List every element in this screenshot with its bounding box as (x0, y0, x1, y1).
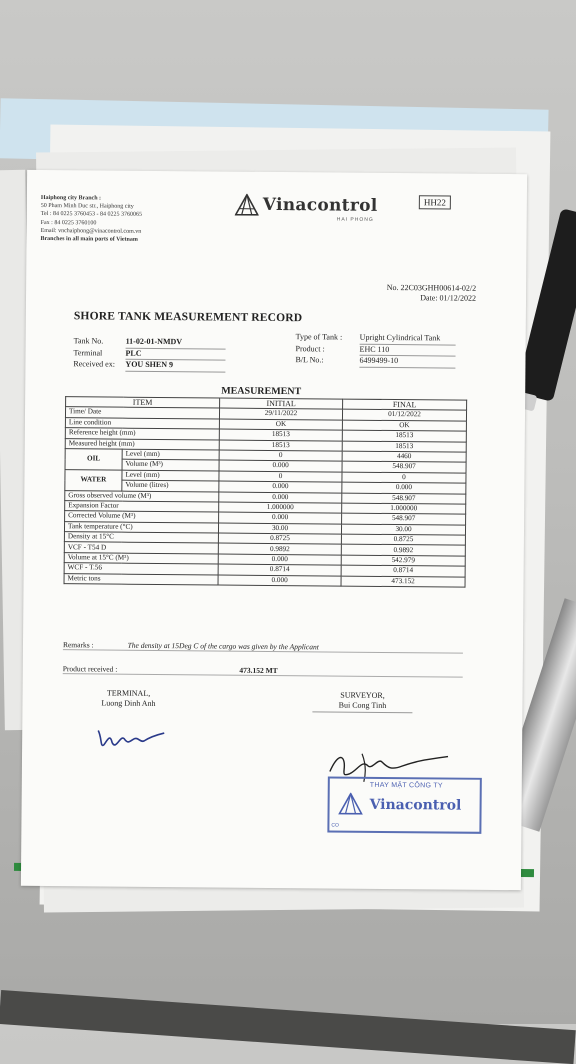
remarks-label: Remarks : (63, 640, 94, 649)
final-value: 0.000 (342, 482, 466, 493)
branch-line: 50 Pham Minh Duc str., Haiphong city (41, 202, 211, 212)
logo-text: Vinacontrol (263, 195, 378, 216)
measurement-record-document (21, 170, 527, 890)
row-label: Volume at 15°C (M³) (64, 553, 218, 565)
final-value: 18513 (342, 430, 466, 441)
initial-value: 0.8725 (218, 533, 341, 544)
document-title: SHORE TANK MEASUREMENT RECORD (74, 310, 303, 324)
row-label: Volume (litres) (122, 480, 219, 491)
info-label: Received ex: (73, 359, 125, 371)
branch-line: Email: vnchaiphong@vinacontrol.com.vn (41, 227, 211, 237)
info-row (73, 359, 225, 372)
desk-edge (0, 990, 576, 1064)
product-received-label: Product received : (63, 664, 118, 673)
final-value: 0.8714 (341, 565, 465, 576)
stamp-line-1: THAY MẶT CÔNG TY (370, 782, 443, 790)
info-value: 11-02-01-NMDV (126, 337, 226, 349)
initial-value: 1.000000 (219, 502, 342, 513)
row-label: Level (mm) (122, 470, 219, 481)
surveyor-name: Bui Cong Tinh (312, 700, 412, 713)
final-value: 548.907 (342, 461, 466, 472)
final-value: 4460 (342, 451, 466, 462)
row-label: VCF - T54 D (64, 542, 218, 554)
terminal-signature (94, 720, 174, 755)
initial-value: 18513 (219, 440, 342, 451)
branch-line: Haiphong city Branch : (41, 194, 211, 204)
compass-logo-icon (235, 194, 259, 216)
info-value: EHC 110 (360, 344, 456, 356)
document-number-block (387, 283, 477, 304)
initial-value: 30.00 (218, 523, 341, 534)
initial-value: OK (219, 419, 342, 430)
initial-value: 0.000 (219, 481, 342, 492)
column-header-item: ITEM (66, 397, 220, 409)
row-label: Volume (M³) (122, 460, 219, 471)
terminal-signature-block (78, 688, 178, 709)
column-header-final: FINAL (343, 399, 467, 410)
final-value: 0.8725 (341, 534, 465, 545)
info-right (295, 332, 455, 368)
row-label: Measured height (mm) (65, 438, 219, 450)
terminal-name: Luong Dinh Anh (78, 698, 178, 709)
final-value: 18513 (342, 441, 466, 452)
row-label: Gross observed volume (M³) (65, 490, 219, 502)
initial-value: 29/11/2022 (219, 408, 342, 419)
final-value: 548.907 (342, 513, 466, 524)
initial-value: 18513 (219, 429, 342, 440)
info-label: Tank No. (74, 336, 126, 348)
branch-address (40, 194, 210, 245)
info-label: Product : (296, 344, 360, 356)
info-value: 6499499-10 (359, 356, 455, 368)
stamp-compass-icon (338, 793, 364, 815)
final-value: 473.152 (341, 576, 465, 587)
final-value: 1.000000 (342, 503, 466, 514)
vinacontrol-logo (235, 194, 378, 217)
row-label: Tank temperature (°C) (64, 521, 218, 533)
row-label: Time/ Date (65, 407, 219, 419)
form-code-box: HH22 (419, 195, 451, 209)
initial-value: 0.9892 (218, 543, 341, 554)
remarks-text: The density at 15Deg C of the cargo was given by the Applicant (128, 641, 319, 652)
initial-value: 0.000 (218, 575, 341, 586)
oil-group-label: OIL (65, 449, 122, 470)
row-label: Level (mm) (122, 449, 219, 460)
logo-subtext: HAI PHONG (337, 217, 374, 223)
final-value: 0 (342, 472, 466, 483)
stamp-line-2: Vinacontrol (370, 797, 462, 814)
final-value: 01/12/2022 (343, 409, 467, 420)
measurement-table (64, 396, 468, 588)
document-date: Date: 01/12/2022 (387, 293, 476, 304)
final-value: 0.9892 (341, 545, 465, 556)
row-label: Metric tons (64, 573, 218, 585)
document-number: No. 22C03GHH00614-02/2 (387, 283, 476, 294)
initial-value: 0.000 (218, 554, 341, 565)
info-value: Upright Cylindrical Tank (360, 333, 456, 345)
info-label: Terminal (73, 348, 125, 360)
initial-value: 0 (219, 450, 342, 461)
branch-line: Branches in all main ports of Vietnam (40, 235, 210, 245)
row-label: Expansion Factor (65, 501, 219, 513)
final-value: 548.907 (342, 493, 466, 504)
water-group-label: WATER (65, 469, 122, 490)
row-label: Line condition (65, 417, 219, 429)
surveyor-label: SURVEYOR, (313, 690, 413, 701)
final-value: OK (342, 420, 466, 431)
final-value: 30.00 (342, 524, 466, 535)
branch-line: Tel : 84 0225 3760453 - 84 0225 3760065 (41, 210, 211, 220)
remarks (63, 640, 463, 653)
info-value: PLC (125, 348, 225, 360)
initial-value: 0.8714 (218, 564, 341, 575)
initial-value: 0 (219, 471, 342, 482)
info-value: YOU SHEN 9 (125, 360, 225, 372)
final-value: 542.979 (341, 555, 465, 566)
stamp-line-3: CO (331, 823, 339, 829)
info-label: Type of Tank : (296, 332, 360, 344)
row-label: Reference height (mm) (65, 428, 219, 440)
terminal-label: TERMINAL, (79, 688, 179, 699)
product-received (63, 664, 463, 677)
measurement-heading: MEASUREMENT (221, 386, 301, 398)
row-label: Density at 15°C (64, 532, 218, 544)
product-received-value: 473.152 MT (239, 666, 277, 675)
row-label: WCF - T.56 (64, 563, 218, 575)
branch-line: Fax : 84 0225 3760100 (41, 219, 211, 229)
row-label: Corrected Volume (M³) (65, 511, 219, 523)
initial-value: 0.000 (219, 460, 342, 471)
info-row (295, 355, 455, 368)
company-stamp (327, 776, 481, 833)
initial-value: 0.000 (219, 492, 342, 503)
info-label: B/L No.: (295, 355, 359, 367)
surveyor-signature-block (312, 690, 412, 713)
column-header-initial: INITIAL (220, 398, 343, 409)
info-left (73, 336, 225, 372)
initial-value: 0.000 (219, 512, 342, 523)
